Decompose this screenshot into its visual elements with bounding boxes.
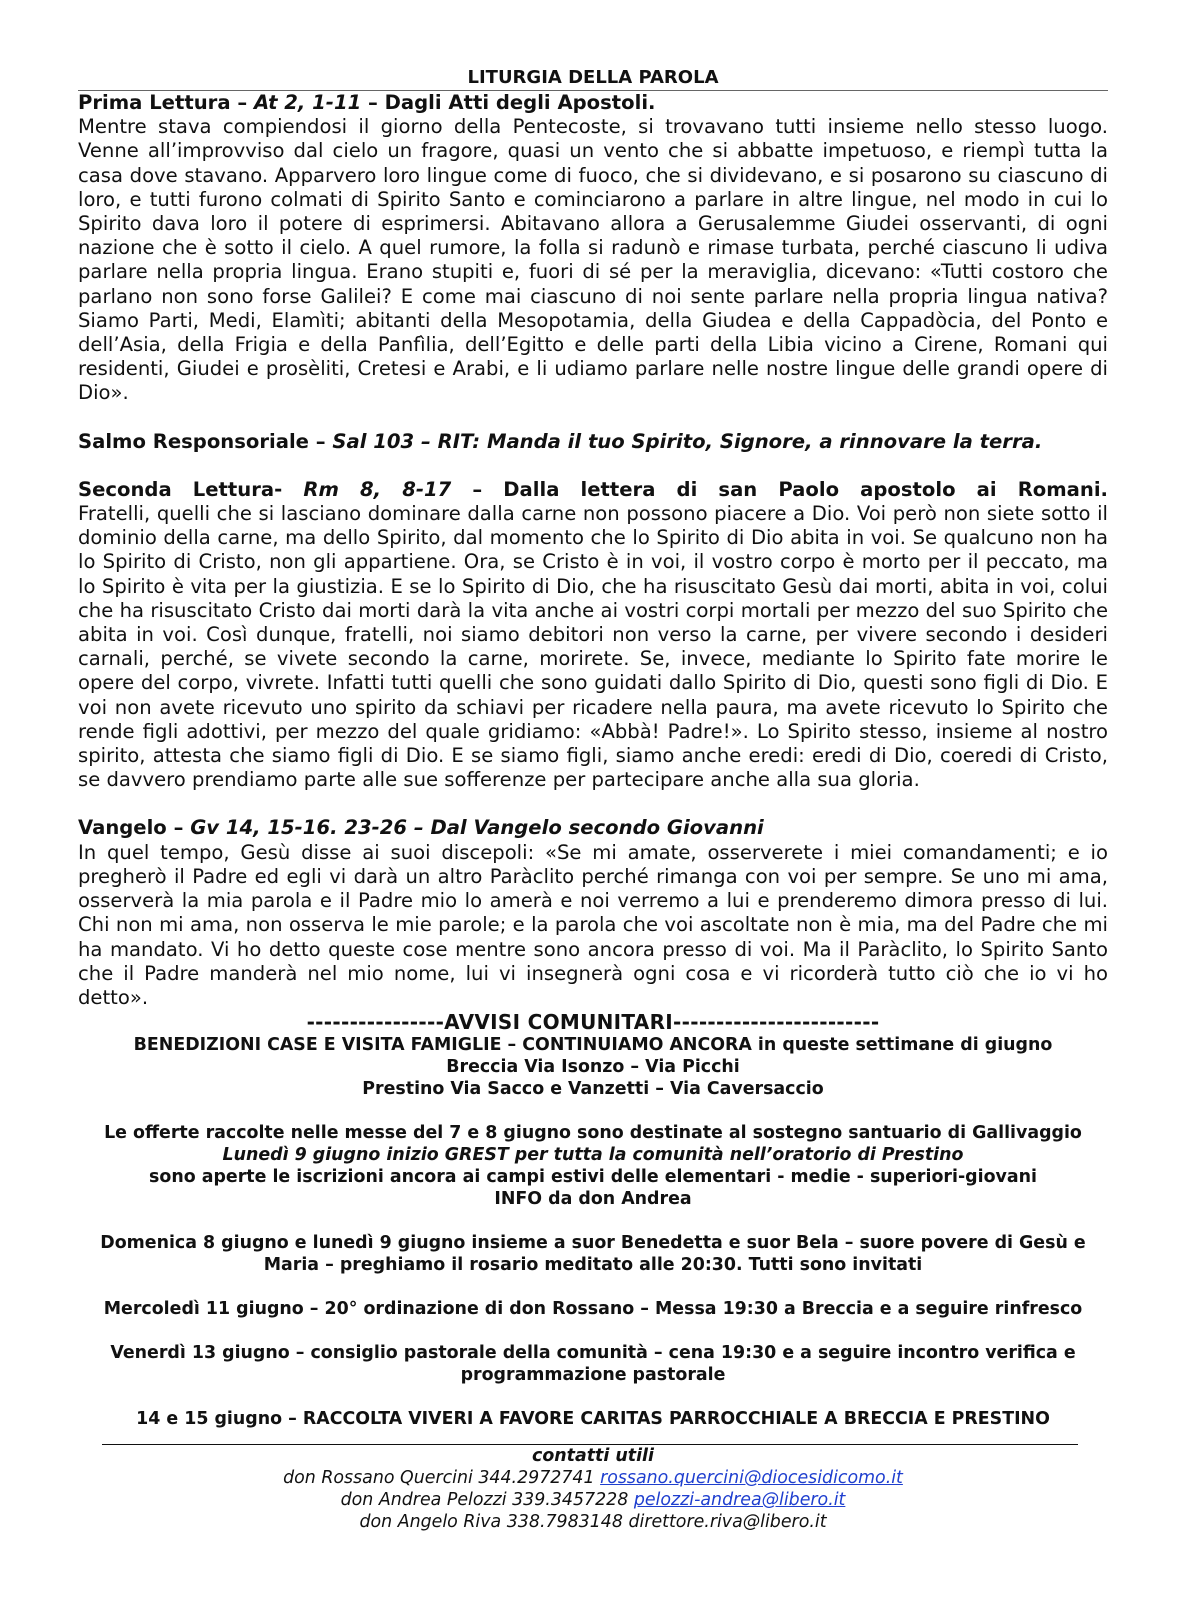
- salmo-ref: Sal 103 – RIT: Manda il tuo Spirito, Signore, a rinnovare la terra.: [332, 429, 1043, 453]
- contact-name-phone: don Rossano Quercini 344.2972741: [283, 1468, 601, 1489]
- avvisi-line: Venerdì 13 giugno – consiglio pastorale della comunità – cena 19:30 e a seguire incontro verifica e: [110, 1343, 1076, 1364]
- prima-lettura-text: Mentre stava compiendosi il giorno della Pentecoste, si trovavano tutti insieme nello stesso luogo. Venne all’improvviso dal cielo un fragore, quasi un vento che si abbatte impetuoso, e riempì tutta la casa dove stavano. Apparvero loro lingue come di fuoco, che si dividevano, e si posarono su ciascuno di loro, e tutti furono colmati di Spirito Santo e cominciarono a parlare in altre lingue, nel modo in cui lo Spirito dava loro il potere di esprimersi. Abitavano allora a Gerusalemme Giudei osservanti, di ogni nazione che è sotto il cielo. A quel rumore, la folla si radunò e rimase turbata, perché ciascuno li udiva parlare nella propria lingua. Erano stupiti e, fuori di sé per la meraviglia, dicevano: «Tutti costoro che parlano non sono forse Galilei? E come mai ciascuno di noi sente parlare nella propria lingua nativa? Siamo Parti, Medi, Elamìti; abitanti della Mesopotamia, della Giudea e della Cappadòcia, del Ponto e dell’Asia, della Frigia e della Panfìlia, dell’Egitto e delle parti della Libia vicino a Cirene, Romani qui residenti, Giudei e prosèliti, Cretesi e Arabi, e li udiamo parlare nelle nostre lingue delle grandi opere di Dio».: [78, 115, 1108, 405]
- avvisi-title: ----------------AVVISI COMUNITARI------------------------: [306, 1010, 880, 1035]
- vangelo-section: [78, 816, 1108, 1010]
- avvisi-spacer: [78, 1276, 1108, 1298]
- contacts-title: contatti utili: [532, 1446, 654, 1467]
- seconda-lettura-label: Seconda Lettura-: [78, 477, 283, 501]
- avvisi-spacer: [78, 1386, 1108, 1408]
- page-title: LITURGIA DELLA PAROLA: [467, 67, 719, 88]
- avvisi-line: Prestino Via Sacco e Vanzetti – Via Caversaccio: [362, 1079, 824, 1100]
- prima-lettura-section: [78, 91, 1108, 406]
- vangelo-heading: [78, 816, 1108, 840]
- avvisi-line: programmazione pastorale: [460, 1365, 726, 1386]
- contact-row: [78, 1511, 1108, 1533]
- avvisi-line: Maria – preghiamo il rosario meditato alle 20:30. Tutti sono invitati: [263, 1255, 923, 1276]
- vangelo-label: Vangelo –: [78, 816, 184, 840]
- seconda-lettura-section: [78, 478, 1108, 793]
- seconda-lettura-text: Fratelli, quelli che si lasciano dominare dalla carne non possono piacere a Dio. Voi però non siete sotto il dominio della carne, ma dello Spirito, dal momento che lo Spirito di Dio abita in voi. Se qualcuno non ha lo Spirito di Cristo, non gli appartiene. Ora, se Cristo è in voi, il vostro corpo è morto per il peccato, ma lo Spirito è vita per la giustizia. E se lo Spirito di Dio, che ha risuscitato Gesù dai morti, abita in voi, colui che ha risuscitato Cristo dai morti darà la vita anche ai vostri corpi mortali per mezzo del suo Spirito che abita in voi. Così dunque, fratelli, noi siamo debitori non verso la carne, per vivere secondo i desideri carnali, perché, se vivete secondo la carne, morirete. Se, invece, mediante lo Spirito fate morire le opere del corpo, vivrete. Infatti tutti quelli che sono guidati dallo Spirito di Dio, questi sono figli di Dio. E voi non avete ricevuto uno spirito da schiavi per ricadere nella paura, ma avete ricevuto lo Spirito che rende figli adottivi, per mezzo del quale gridiamo: «Abbà! Padre!». Lo Spirito stesso, insieme al nostro spirito, attesta che siamo figli di Dio. E se siamo figli, siamo anche eredi: eredi di Dio, coeredi di Cristo, se davvero prendiamo parte alle sue sofferenze per partecipare anche alla sua gloria.: [78, 502, 1108, 792]
- salmo-heading: [78, 430, 1108, 454]
- avvisi-line: 14 e 15 giugno – RACCOLTA VIVERI A FAVORE CARITAS PARROCCHIALE A BRECCIA E PRESTINO: [136, 1409, 1050, 1430]
- contact-email-link[interactable]: rossano.quercini@diocesidicomo.it: [600, 1468, 903, 1489]
- vangelo-ref: Gv 14, 15-16. 23-26 – Dal Vangelo secondo Giovanni: [190, 816, 764, 840]
- avvisi-line: BENEDIZIONI CASE E VISITA FAMIGLIE – CONTINUIAMO ANCORA in queste settimane di giugno: [133, 1035, 1053, 1056]
- spacer: [78, 792, 1108, 816]
- spacer: [78, 406, 1108, 430]
- prima-lettura-label: Prima Lettura –: [78, 91, 248, 114]
- avvisi-line: sono aperte le iscrizioni ancora ai campi estivi delle elementari - medie - superiori-giovani: [149, 1167, 1037, 1188]
- contact-name-phone: don Andrea Pelozzi 339.3457228: [340, 1490, 634, 1511]
- avvisi-line: INFO da don Andrea: [494, 1189, 692, 1210]
- contact-email-link[interactable]: pelozzi-andrea@libero.it: [633, 1490, 846, 1511]
- avvisi-line: Lunedì 9 giugno inizio GREST per tutta la comunità nell’oratorio di Prestino: [222, 1145, 964, 1166]
- contact-row: [78, 1467, 1108, 1489]
- avvisi-list: [78, 1034, 1108, 1430]
- avvisi-line: Mercoledì 11 giugno – 20° ordinazione di don Rossano – Messa 19:30 a Breccia e a seguire rinfresco: [103, 1299, 1083, 1320]
- contact-row: [78, 1489, 1108, 1511]
- avvisi-spacer: [78, 1210, 1108, 1232]
- contact-email: direttore.riva@libero.it: [628, 1512, 827, 1533]
- avvisi-line: Domenica 8 giugno e lunedì 9 giugno insieme a suor Benedetta e suor Bela – suore povere di Gesù e: [100, 1233, 1086, 1254]
- salmo-label: Salmo Responsoriale –: [78, 429, 326, 453]
- prima-lettura-heading: [78, 91, 1108, 115]
- bulletin-page: [78, 66, 1108, 1533]
- vangelo-text: In quel tempo, Gesù disse ai suoi discepoli: «Se mi amate, osserverete i miei comandamenti; e io pregherò il Padre ed egli vi darà un altro Paràclito perché rimanga con voi per sempre. Se uno mi ama, osserverà la mia parola e il Padre mio lo amerà e noi verremo a lui e prenderemo dimora presso di lui. Chi non mi ama, non osserva le mie parole; e la parola che voi ascoltate non è mia, ma del Padre che mi ha mandato. Vi ho detto queste cose mentre sono ancora presso di voi. Ma il Paràclito, lo Spirito Santo che il Padre manderà nel mio nome, lui vi insegnerà ogni cosa e vi ricorderà tutto ciò che io vi ho detto».: [78, 840, 1108, 1009]
- contacts-list: [78, 1467, 1108, 1533]
- avvisi-line: Breccia Via Isonzo – Via Picchi: [446, 1057, 740, 1078]
- contact-name-phone: don Angelo Riva 338.7983148: [359, 1512, 629, 1533]
- seconda-lettura-source: – Dalla lettera di san Paolo apostolo ai Romani.: [472, 477, 1108, 501]
- contacts-section: [78, 1445, 1108, 1533]
- prima-lettura-source: – Dagli Atti degli Apostoli.: [368, 91, 656, 114]
- avvisi-spacer: [78, 1320, 1108, 1342]
- spacer: [78, 454, 1108, 478]
- prima-lettura-ref: At 2, 1-11: [254, 91, 362, 114]
- avvisi-spacer: [78, 1100, 1108, 1122]
- seconda-lettura-ref: Rm 8, 8-17: [303, 477, 452, 501]
- avvisi-line: Le offerte raccolte nelle messe del 7 e 8 giugno sono destinate al sostegno santuario di Gallivaggio: [104, 1123, 1082, 1144]
- seconda-lettura-heading: [78, 478, 1108, 502]
